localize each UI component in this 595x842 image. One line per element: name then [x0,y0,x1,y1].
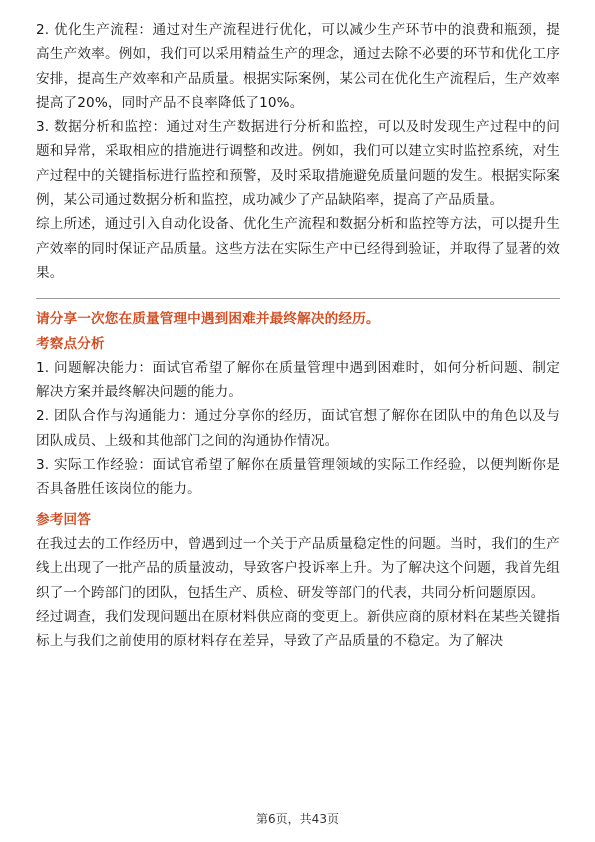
paragraph-optimize-process: 2. 优化生产流程：通过对生产流程进行优化，可以减少生产环节中的浪费和瓶颈，提高生产效率。例如，我们可以采用精益生产的理念，通过去除不必要的环节和优化工序安排，提高生产效率和产品质量。根据实际案例，某公司在优化生产流程后，生产效率提高了20%，同时产品不良率降低了10%。 [36,22,560,111]
analysis-item: 1. 问题解决能力：面试官希望了解你在质量管理中遇到困难时，如何分析问题、制定解决方案并最终解决问题的能力。 [36,359,560,401]
analysis-item: 2. 团队合作与沟通能力：通过分享你的经历，面试官想了解你在团队中的角色以及与团队成员、上级和其他部门之间的沟通协作情况。 [36,408,560,449]
paragraph-data-monitoring: 3. 数据分析和监控：通过对生产数据进行分析和监控，可以及时发现生产过程中的问题和异常，采取相应的措施进行调整和改进。例如，我们可以建立实时监控系统，对生产过程中的关键指标进行监控和预警，及时采取措施避免质量问题的发生。根据实际案例，某公司通过数据分析和监控，成功减少了产品缺陷率，提高了产品质量。 [36,119,560,209]
analysis-item: 3. 实际工作经验：面试官希望了解你在质量管理领域的实际工作经验，以便判断你是否具备胜任该岗位的能力。 [36,457,560,498]
answer-heading: 参考回答 [36,511,91,528]
answer-paragraph: 经过调查，我们发现问题出在原材料供应商的变更上。新供应商的原材料在某些关键指标上与我们之前使用的原材料存在差异，导致了产品质量的不稳定。为了解决 [36,608,560,650]
page-number: 第6页，共43页 [256,812,339,826]
page-content [36,18,560,653]
answer-paragraph: 在我过去的工作经历中，曾遇到过一个关于产品质量稳定性的问题。当时，我们的生产线上出现了一批产品的质量波动，导致客户投诉率上升。为了解决这个问题，我首先组织了一个跨部门的团队，包括生产、质检、研发等部门的代表，共同分析问题原因。 [36,535,560,601]
section-divider [36,298,560,299]
interview-question: 请分享一次您在质量管理中遇到困难并最终解决的经历。 [36,311,380,328]
analysis-heading: 考察点分析 [36,335,105,352]
paragraph-summary: 综上所述，通过引入自动化设备、优化生产流程和数据分析和监控等方法，可以提升生产效率的同时保证产品质量。这些方法在实际生产中已经得到验证，并取得了显著的效果。 [36,216,560,281]
